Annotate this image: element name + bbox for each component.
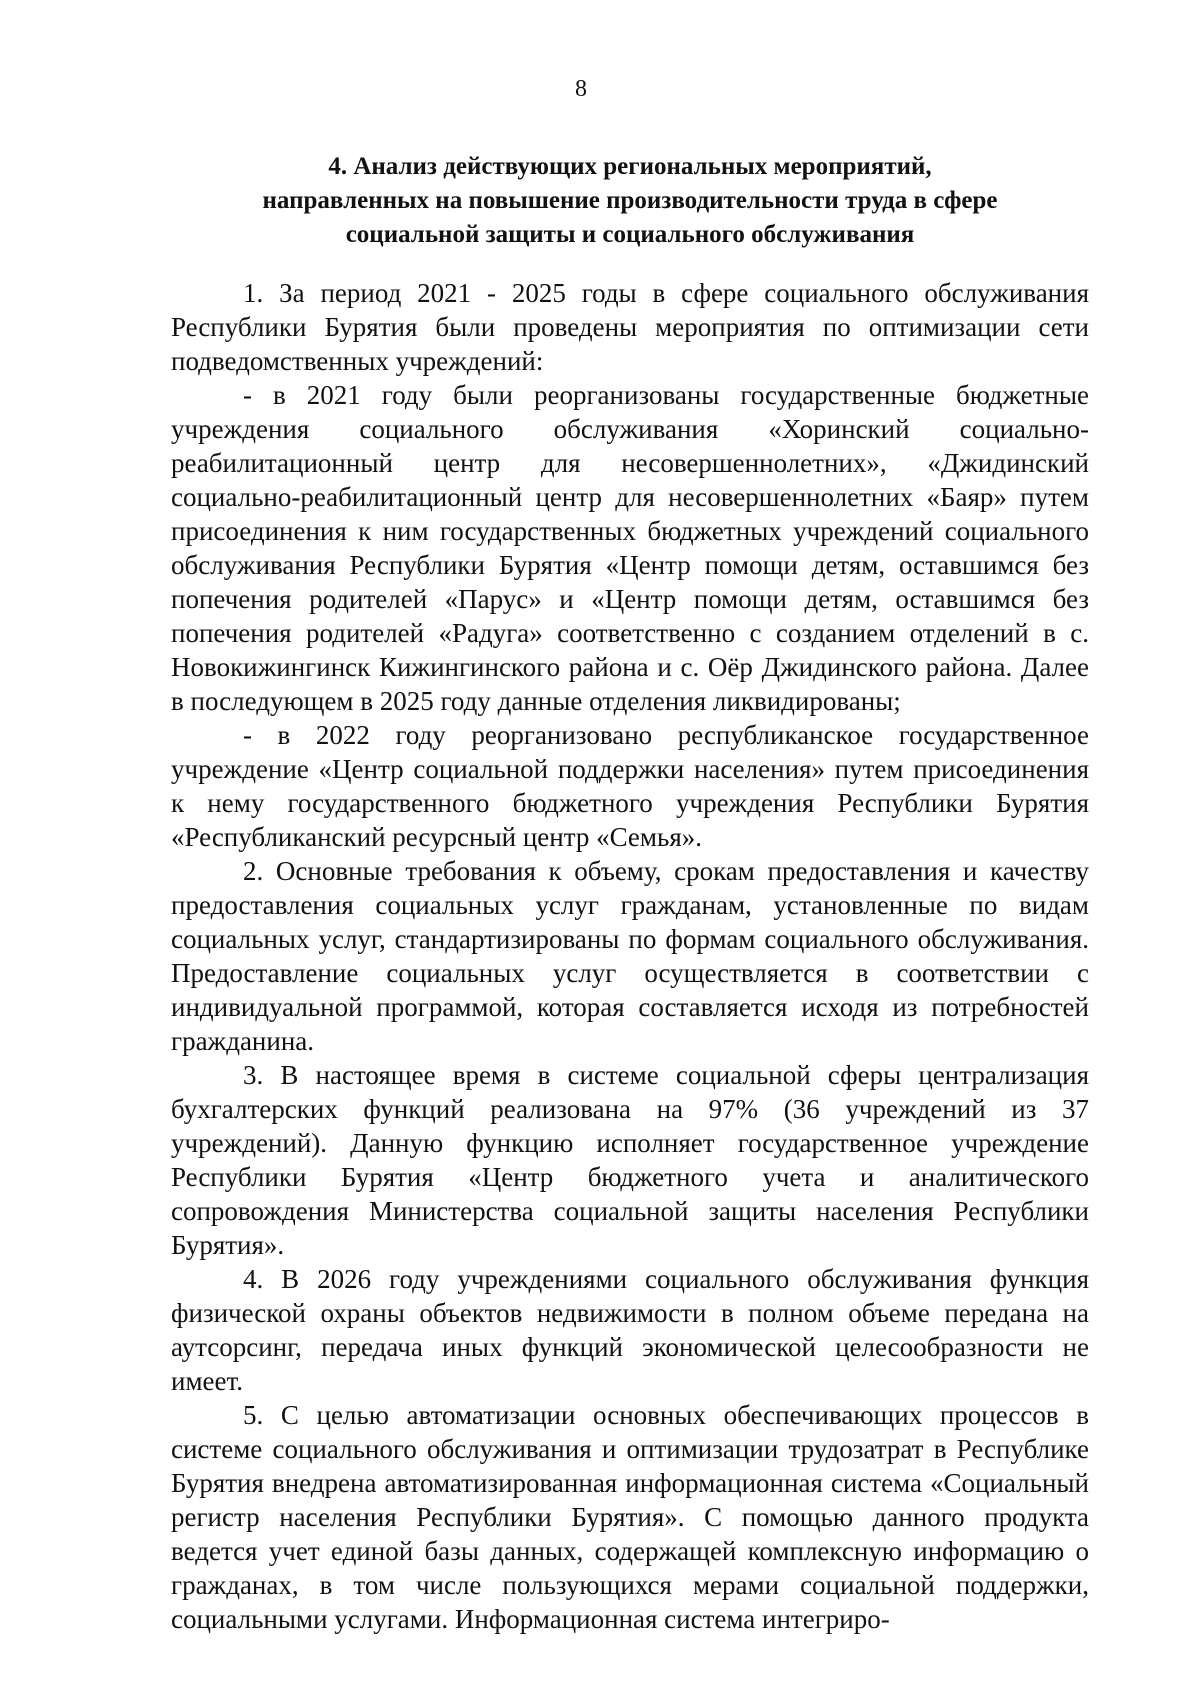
paragraph: 2. Основные требования к объему, срокам предоставления и качеству предоставления социальных услуг гражданам, установленные по видам социальных услуг, стандартизированы по формам социального обслуживания. Предоставление социальных услуг осуществляется в соответствии с индивидуальной программой, которая составляется исходя из потребностей гражданина. [171, 856, 1089, 1056]
heading-line: 4. Анализ действующих региональных мероприятий, [328, 153, 932, 180]
paragraph: 3. В настоящее время в системе социальной сферы централизация бухгалтерских функций реализована на 97% (36 учреждений из 37 учреждений). Данную функцию исполняет государственное учреждение Республики Бурятия «Центр бюджетного учета и аналитического сопровождения Министерства социальной защиты населения Республики Бурятия». [171, 1060, 1089, 1260]
section-heading [170, 150, 1090, 252]
paragraph: - в 2021 году были реорганизованы государственные бюджетные учреждения социального обслуживания «Хоринский социально-реабилитационный центр для несовершеннолетних», «Джидинский социально-реабилитационный центр для несовершеннолетних «Баяр» путем присоединения к ним государственных бюджетных учреждений социального обслуживания Республики Бурятия «Центр помощи детям, оставшимся без попечения родителей «Парус» и «Центр помощи детям, оставшимся без попечения родителей «Радуга» соответственно с созданием отделений в с. Новокижингинск Кижингинского района и с. Оёр Джидинского района. Далее в последующем в 2025 году данные отделения ликвидированы; [171, 380, 1089, 716]
heading-line: социальной защиты и социального обслуживания [345, 221, 915, 248]
body-text [171, 276, 1089, 1636]
paragraph: 5. С целью автоматизации основных обеспечивающих процессов в системе социального обслуживания и оптимизации трудозатрат в Республике Бурятия внедрена автоматизированная информационная система «Социальный регистр населения Республики Бурятия». С помощью данного продукта ведется учет единой базы данных, содержащей комплексную информацию о гражданах, в том числе пользующихся мерами социальной поддержки, социальными услугами. Информационная система интегриро- [171, 1400, 1089, 1634]
paragraph: 4. В 2026 году учреждениями социального обслуживания функция физической охраны объектов недвижимости в полном объеме передана на аутсорсинг, передача иных функций экономической целесообразности не имеет. [171, 1264, 1089, 1396]
paragraph: - в 2022 году реорганизовано республиканское государственное учреждение «Центр социальной поддержки населения» путем присоединения к нему государственного бюджетного учреждения Республики Бурятия «Республиканский ресурсный центр «Семья». [171, 720, 1089, 852]
heading-line: направленных на повышение производительности труда в сфере [262, 187, 998, 214]
paragraph: 1. За период 2021 - 2025 годы в сфере социального обслуживания Республики Бурятия были проведены мероприятия по оптимизации сети подведомственных учреждений: [171, 278, 1089, 376]
page-number: 8 [575, 76, 587, 102]
